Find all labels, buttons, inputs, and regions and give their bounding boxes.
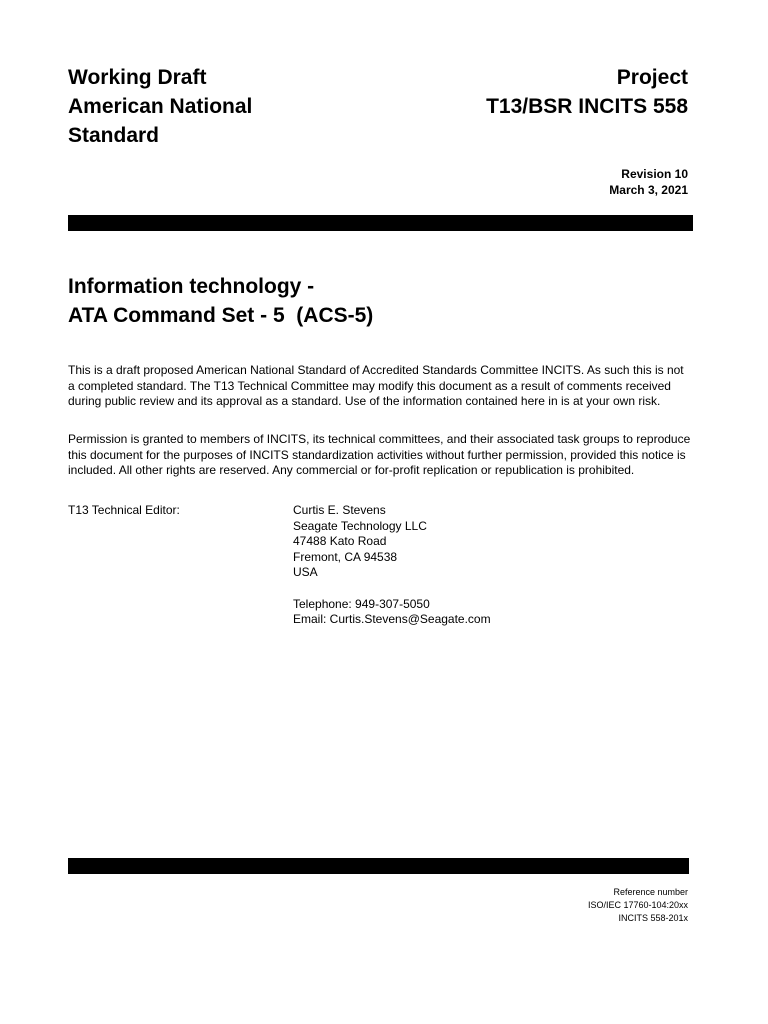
- editor-label: T13 Technical Editor:: [68, 503, 180, 517]
- editor-country: USA: [293, 565, 318, 580]
- editor-email: Email: Curtis.Stevens@Seagate.com: [293, 612, 491, 627]
- top-divider-bar: [68, 215, 693, 231]
- spacer: [293, 581, 491, 597]
- heading-line: American National: [68, 95, 253, 118]
- project-label: Project: [616, 66, 688, 89]
- editor-contact-block: [293, 503, 491, 628]
- title-line-1: Information technology -: [68, 275, 315, 298]
- editor-city: Fremont, CA 94538: [293, 549, 398, 564]
- editor-telephone: Telephone: 949-307-5050: [293, 596, 430, 611]
- reference-label: Reference number: [613, 887, 688, 897]
- working-draft-heading: [68, 63, 252, 150]
- reference-block: [588, 886, 688, 925]
- project-heading: [486, 63, 688, 121]
- reference-iso: ISO/IEC 17760-104:20xx: [587, 900, 688, 910]
- permission-paragraph: Permission is granted to members of INCITS, its technical committees, and their associated task groups to reproduce this document for the purposes of INCITS standardization activities without further permission, provided this notice is included. All other rights are reserved. Any commercial or for-profit replication or republication is prohibited.: [68, 432, 691, 478]
- editor-company: Seagate Technology LLC: [293, 518, 427, 533]
- title-line-2: ATA Command Set - 5 (ACS-5): [68, 304, 374, 327]
- revision-block: [609, 166, 688, 198]
- document-title: [68, 272, 373, 330]
- draft-notice-paragraph: This is a draft proposed American National Standard of Accredited Standards Committee INCITS. As such this is not a completed standard. The T13 Technical Committee may modify this document as a result of comments received during public review and its approval as a standard. Use of the information contained here in is at your own risk.: [68, 363, 684, 409]
- heading-line: Standard: [68, 124, 160, 147]
- project-number: T13/BSR INCITS 558: [486, 95, 688, 118]
- bottom-divider-bar: [68, 858, 689, 874]
- editor-name: Curtis E. Stevens: [293, 503, 386, 517]
- reference-incits: INCITS 558-201x: [618, 913, 688, 923]
- heading-line: Working Draft: [68, 66, 207, 89]
- editor-street: 47488 Kato Road: [293, 534, 387, 549]
- revision-label: Revision 10: [621, 167, 688, 181]
- revision-date: March 3, 2021: [609, 183, 688, 197]
